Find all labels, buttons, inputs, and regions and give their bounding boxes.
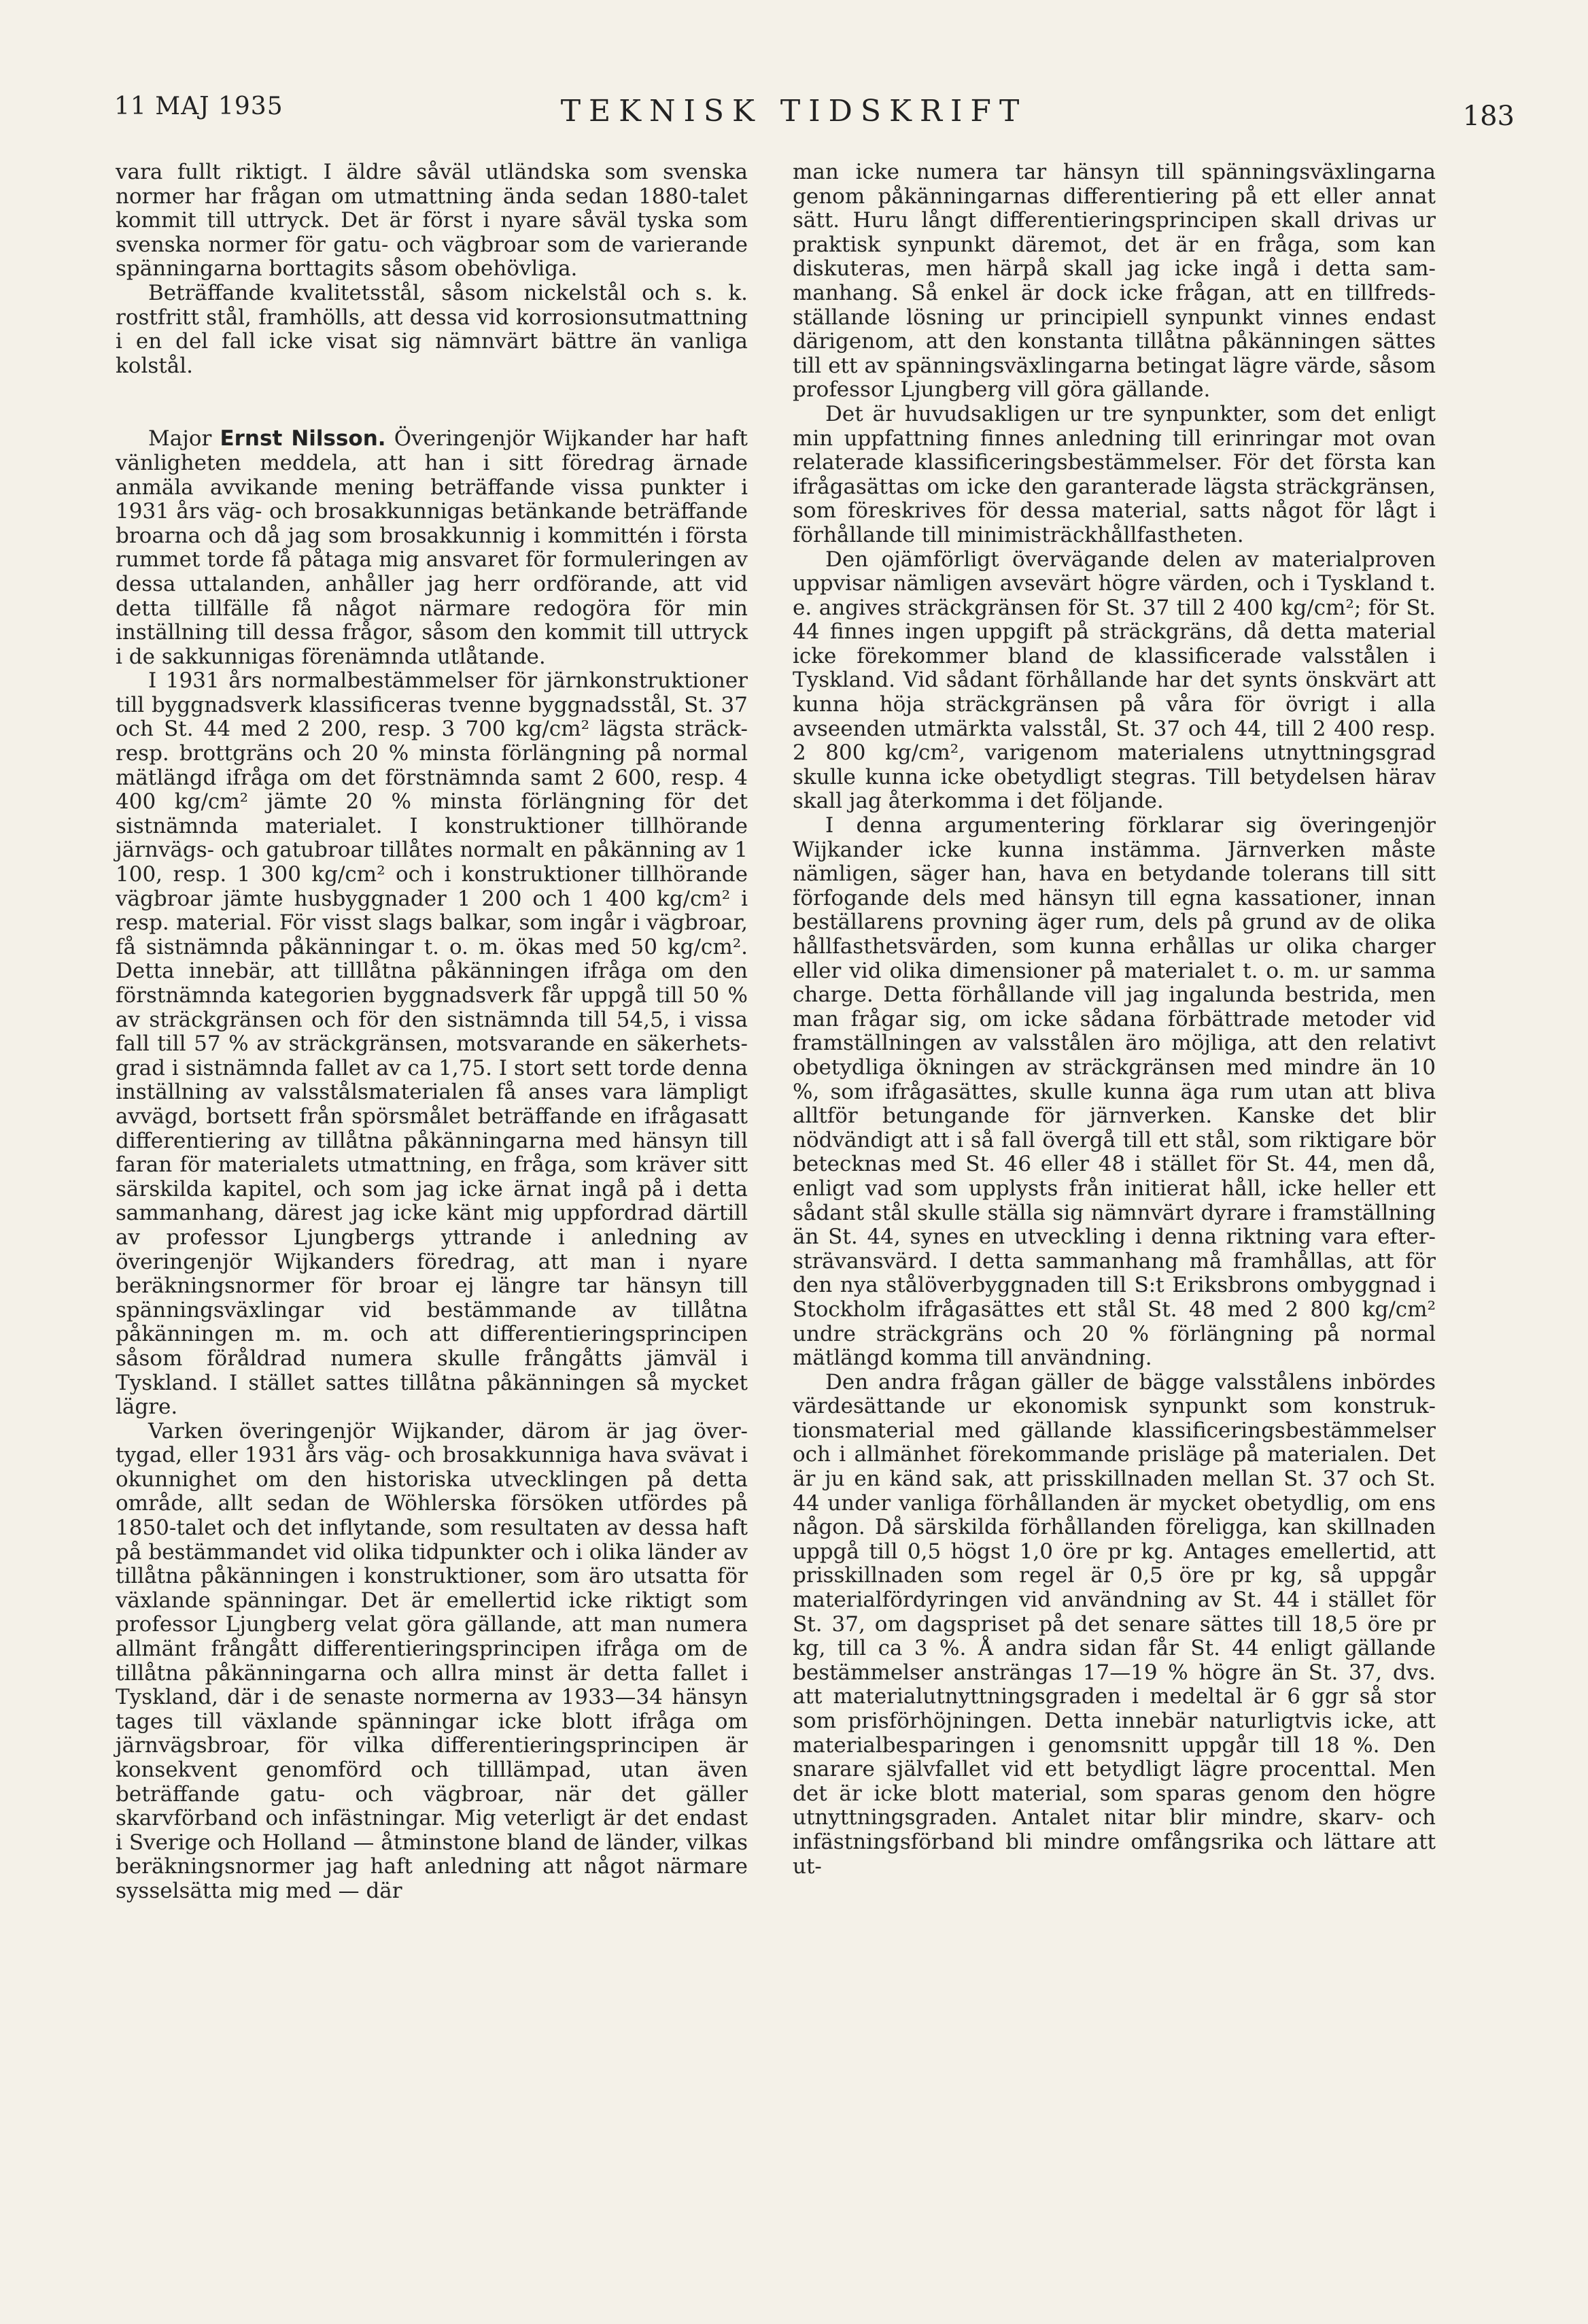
speaker-text: Överingenjör Wijkander har haft vänligheten meddela, att han i sitt föredrag ärnade anmäla avvikande mening beträffande vissa punkter i 1931 års väg- och brosakkunnigas betänkande beträffande broarna och då jag som brosakkunnig i kommittén i första rummet torde få påtaga mig ansvaret för formuleringen av dessa uttalanden, anhåller jag herr ordförande, att vid detta tillfälle få något närmare redogöra för min inställning till dessa frågor, såsom den kommit till uttryck i de sakkunnigas förenämnda utlåtande. [116, 426, 748, 669]
paragraph: Varken överingenjör Wijkander, därom är jag övertygad, eller 1931 års väg- och brosakkunniga hava svävat i okunnighet om den historiska utvecklingen på detta område, allt sedan de Wöhlerska försöken utfördes på 1850-talet och det inflytande, som resultaten av dessa haft på bestämmandet vid olika tidpunkter och i olika länder av tillåtna påkänningen i konstruktioner, som äro utsatta för växlande spänningar. Det är emellertid icke riktigt som professor Ljungberg velat göra gällande, att man numera allmänt frångått differentieringsprincipen ifråga om de tillåtna påkänningarna och allra minst är detta fallet i Tyskland, där i de senaste normerna av 1933—34 hänsyn tages till växlande spänningar icke blott ifråga om järnvägsbroar, för vilka differentieringsprincipen är konsekvent genomförd och tilllämpad, utan även beträffande gatu- och vägbroar, när det gäller skarvförband och infästningar. Mig veterligt är det endast i Sverige och Holland — åtminstone bland de länder, vilkas beräkningsnormer jag haft anledning att något närmare sysselsätta mig med — där [116, 1418, 748, 1903]
paragraph: Det är huvudsakligen ur tre synpunkter, som det enligt min uppfattning finnes anledning till erinringar mot ovan relaterade klassificeringsbestämmelser. För det första kan ifrågasättas om icke den garanterade lägsta sträckgränsen, som föreskrives för dessa material, satts något för lågt i förhållande till minimisträckhållfastheten. [793, 401, 1436, 547]
paragraph: Den ojämförligt övervägande delen av materialproven uppvisar nämligen avsevärt högre värden, och i Tyskland t. e. angives sträckgränsen för St. 37 till 2 400 kg/cm²; för St. 44 finnes ingen uppgift på sträckgräns, då detta material icke förekommer bland de klassificerade valsstålen i Tyskland. Vid sådant förhållande har det synts önskvärt att kunna höja sträckgränsen på våra för övrigt i alla avseenden utmärkta valsstål, St. 37 och 44, till 2 400 resp. 2 800 kg/cm², varigenom materialens utnyttningsgrad skulle kunna icke obetydligt stegras. Till betydelsen härav skall jag återkomma i det följande. [793, 547, 1436, 814]
page-number: 183 [1462, 101, 1515, 132]
paragraph: Beträffande kvalitetsstål, såsom nickelstål och s. k. rostfritt stål, framhölls, att dessa vid korrosionsutmattning i en del fall icke visat sig nämnvärt bättre än vanliga kolstål. [116, 280, 748, 378]
paragraph: Den andra frågan gäller de bägge valsstålens inbördes värdesättande ur ekonomisk synpunkt som konstruktionsmaterial med gällande klassificeringsbestämmelser och i allmänhet förekommande prisläge på materialen. Det är ju en känd sak, att prisskillnaden mellan St. 37 och St. 44 under vanliga förhållanden är mycket obetydlig, om ens någon. Då särskilda förhållanden föreligga, kan skillnaden uppgå till 0,5 högst 1,0 öre pr kg. Antages emellertid, att prisskillnaden som regel är 0,5 öre pr kg, så uppgår materialfördyringen vid användning av St. 44 i stället för St. 37, om dagspriset på det senare sättes till 18,5 öre pr kg, till ca 3 %. Å andra sidan får St. 44 enligt gällande bestämmelser ansträngas 17—19 % högre än St. 37, dvs. att materialutnyttningsgraden i medeltal är 6 ggr så stor som prisförhöjningen. Detta innebär naturligtvis icke, att materialbesparingen i genomsnitt uppgår till 18 %. Den snarare självfallet vid ett betydligt lägre procenttal. Men det är icke blott material, som sparas genom den högre utnyttningsgraden. Antalet nitar blir mindre, skarv- och infästningsförband bli mindre omfångsrika och lättare att ut- [793, 1369, 1436, 1879]
left-column [116, 160, 748, 1904]
right-column [793, 160, 1436, 1879]
speaker-role: Major [148, 426, 212, 451]
issue-date: 11 MAJ 1935 [114, 92, 283, 120]
speaker-name: Ernst Nilsson. [220, 426, 386, 451]
paragraph: I 1931 års normalbestämmelser för järnkonstruktioner till byggnadsverk klassificeras tvenne byggnadsstål, St. 37 och St. 44 med 2 200, resp. 3 700 kg/cm² lägsta sträck- resp. brottgräns och 20 % minsta förlängning på normal mätlängd ifråga om det förstnämnda samt 2 600, resp. 4 400 kg/cm² jämte 20 % minsta förlängning för det sistnämnda materialet. I konstruktioner tillhörande järnvägs- och gatubroar tillåtes normalt en påkänning av 1 100, resp. 1 300 kg/cm² och i konstruktioner tillhörande vägbroar jämte husbyggnader 1 200 och 1 400 kg/cm² i resp. material. För visst slags balkar, som ingår i vägbroar, få sistnämnda påkänningar t. o. m. ökas med 50 kg/cm². Detta innebär, att tilllåtna påkänningen ifråga om den förstnämnda kategorien byggnadsverk får uppgå till 50 % av sträckgränsen och för den sistnämnda till 54,5, i vissa fall till 57 % av sträckgränsen, motsvarande en säkerhetsgrad i sistnämnda fallet av ca 1,75. I stort sett torde denna inställning av valsstålsmaterialen få anses vara lämpligt avvägd, bortsett från spörsmålet beträffande en ifrågasatt differentiering av tillåtna påkänningarna med hänsyn till faran för materialets utmattning, en fråga, som kräver sitt särskilda kapitel, och som jag icke ärnat ingå på i detta sammanhang, därest jag icke känt mig uppfordrad därtill av professor Ljungbergs yttrande i anledning av överingenjör Wijkanders föredrag, att man i nyare beräkningsnormer för broar ej längre tar hänsyn till spänningsväxlingar vid bestämmande av tillåtna påkänningen m. m. och att differentieringsprincipen såsom föråldrad numera skulle frångåtts jämväl i Tyskland. I stället sattes tillåtna påkänningen så mycket lägre. [116, 668, 748, 1420]
speaker-paragraph [116, 427, 748, 669]
paragraph: man icke numera tar hänsyn till spänningsväxlingarna genom påkänningarnas differentiering på ett eller annat sätt. Huru långt differentieringsprincipen skall drivas ur praktisk synpunkt däremot, det är en fråga, som kan diskuteras, men härpå skall jag icke ingå i detta sammanhang. Så enkel är dock icke frågan, att en tillfredsställande lösning ur principiell synpunkt vinnes endast därigenom, att den konstanta tillåtna påkänningen sättes till ett av spänningsväxlingarna betingat lägre värde, såsom professor Ljungberg vill göra gällande. [793, 160, 1436, 403]
page-header [0, 87, 1588, 141]
journal-title: TEKNISK TIDSKRIFT [560, 94, 1028, 129]
paragraph: I denna argumentering förklarar sig överingenjör Wijkander icke kunna instämma. Järnverken måste nämligen, säger han, hava en betydande tolerans till sitt förfogande dels med hänsyn till egna kassationer, innan beställarens provning äger rum, dels på grund av de olika hållfasthetsvärden, som kunna erhållas ur olika charger eller vid olika dimensioner på materialet t. o. m. ur samma charge. Detta förhållande vill jag ingalunda bestrida, men man frågar sig, om icke sådana förbättrade metoder vid framställningen av valsstålen äro möjliga, att den relativt obetydliga ökningen av sträckgränsen med mindre än 10 %, som ifrågasättes, skulle kunna äga rum utan att bliva alltför betungande för järnverken. Kanske det blir nödvändigt att i så fall övergå till ett stål, som riktigare bör betecknas med St. 46 eller 48 i stället för St. 44, men då, enligt vad som upplysts från initierat håll, icke heller ett sådant stål skulle ställa sig nämnvärt dyrare i framställning än St. 44, synes en utveckling i denna riktning vara eftersträvansvärd. I detta sammanhang må framhållas, att för den nya stålöverbyggnaden till S:t Eriksbrons ombyggnad i Stockholm ifrågasättes ett stål St. 48 med 2 800 kg/cm² undre sträckgräns och 20 % förlängning på normal mätlängd komma till användning. [793, 813, 1436, 1371]
paragraph: vara fullt riktigt. I äldre såväl utländska som svenska normer har frågan om utmattning ända sedan 1880-talet kommit till uttryck. Det är först i nyare såväl tyska som svenska normer för gatu- och vägbroar som de varierande spänningarna borttagits såsom obehövliga. [116, 160, 748, 281]
